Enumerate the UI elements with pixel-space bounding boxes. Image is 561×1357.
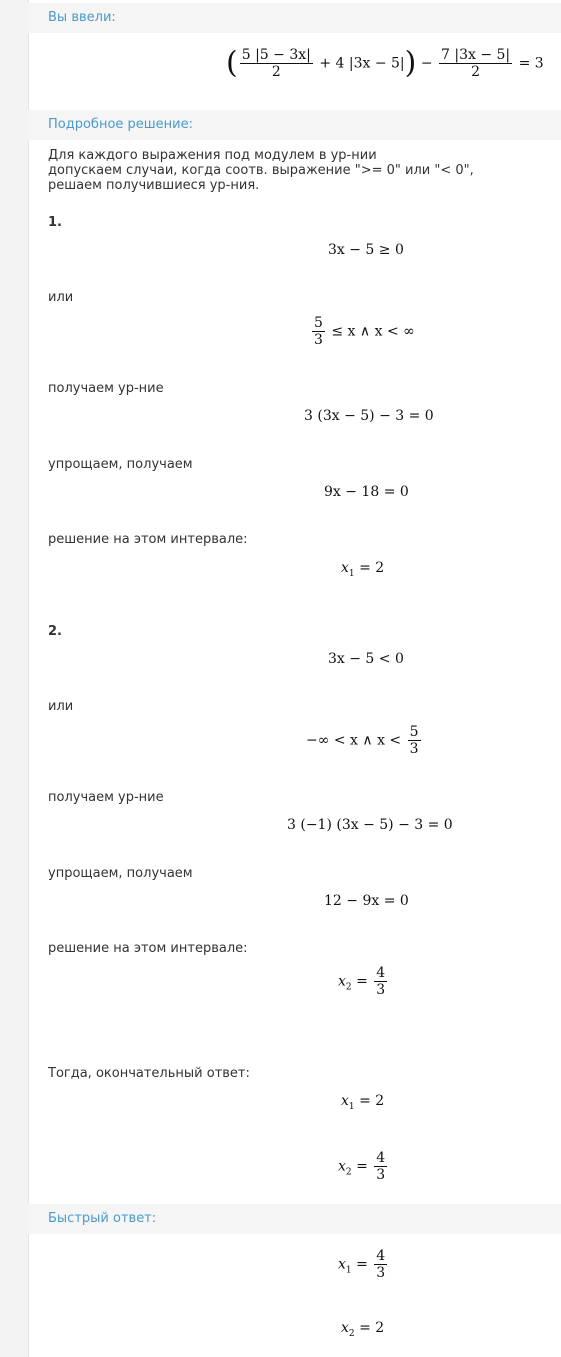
case2-solution: $x_2$ = $\frac{4}{3}$ xyxy=(338,965,386,998)
case2-equation: 3 (−1) (3x − 5) − 3 = 0 xyxy=(287,817,453,833)
case2-simplify: упрощаем, получаем xyxy=(48,866,193,881)
case1-range: $\frac{5}{3}$ ≤ x ∧ x < ∞ xyxy=(314,315,415,348)
case2-condition: 3x − 5 < 0 xyxy=(328,651,404,667)
final-root-2: $x_2$ = $\frac{4}{3}$ xyxy=(338,1150,386,1183)
case2-get-eq: получаем ур-ние xyxy=(48,790,164,805)
case2-range: −∞ < x ∧ x < $\frac{5}{3}$ xyxy=(306,724,419,757)
input-header-label: Вы ввели: xyxy=(48,10,116,25)
case1-number: 1. xyxy=(48,215,62,230)
intro-line-2: допускаем случаи, когда соотв. выражение ">= 0" или "< 0", xyxy=(48,163,474,178)
content-panel xyxy=(28,0,561,1357)
final-root-1: $x_1 = 2$ xyxy=(341,1093,385,1112)
final-label: Тогда, окончательный ответ: xyxy=(48,1066,250,1081)
case1-solution: $x_1 = 2$ xyxy=(341,560,385,579)
quick-answer-header xyxy=(28,1204,561,1234)
quick-answer-label: Быстрый ответ: xyxy=(48,1211,157,1226)
quick-root-1: $x_1$ = $\frac{4}{3}$ xyxy=(338,1248,386,1281)
case2-interval-label: решение на этом интервале: xyxy=(48,941,248,956)
case2-or: или xyxy=(48,699,74,714)
intro-line-3: решаем получившиеся ур-ния. xyxy=(48,178,260,193)
case2-number: 2. xyxy=(48,624,62,639)
case1-simplify: упрощаем, получаем xyxy=(48,457,193,472)
solution-header-label: Подробное решение: xyxy=(48,117,193,132)
case2-simplified: 12 − 9x = 0 xyxy=(324,893,409,909)
quick-root-2: $x_2 = 2$ xyxy=(341,1320,385,1339)
solution-header xyxy=(28,110,561,140)
intro-line-1: Для каждого выражения под модулем в ур-нии xyxy=(48,148,377,163)
intro-text xyxy=(48,148,474,193)
case1-condition: 3x − 5 ≥ 0 xyxy=(328,242,404,258)
case1-interval-label: решение на этом интервале: xyxy=(48,532,248,547)
case1-or: или xyxy=(48,290,74,305)
input-header xyxy=(28,3,561,33)
input-equation: ( $\frac{5 |5 - 3x|}{2}$ + 4 |3x − 5|) − $\frac{7 |3x - 5|}{2}$ = 3 xyxy=(226,45,544,81)
case1-simplified: 9x − 18 = 0 xyxy=(324,484,409,500)
case1-get-eq: получаем ур-ние xyxy=(48,381,164,396)
case1-equation: 3 (3x − 5) − 3 = 0 xyxy=(304,408,434,424)
